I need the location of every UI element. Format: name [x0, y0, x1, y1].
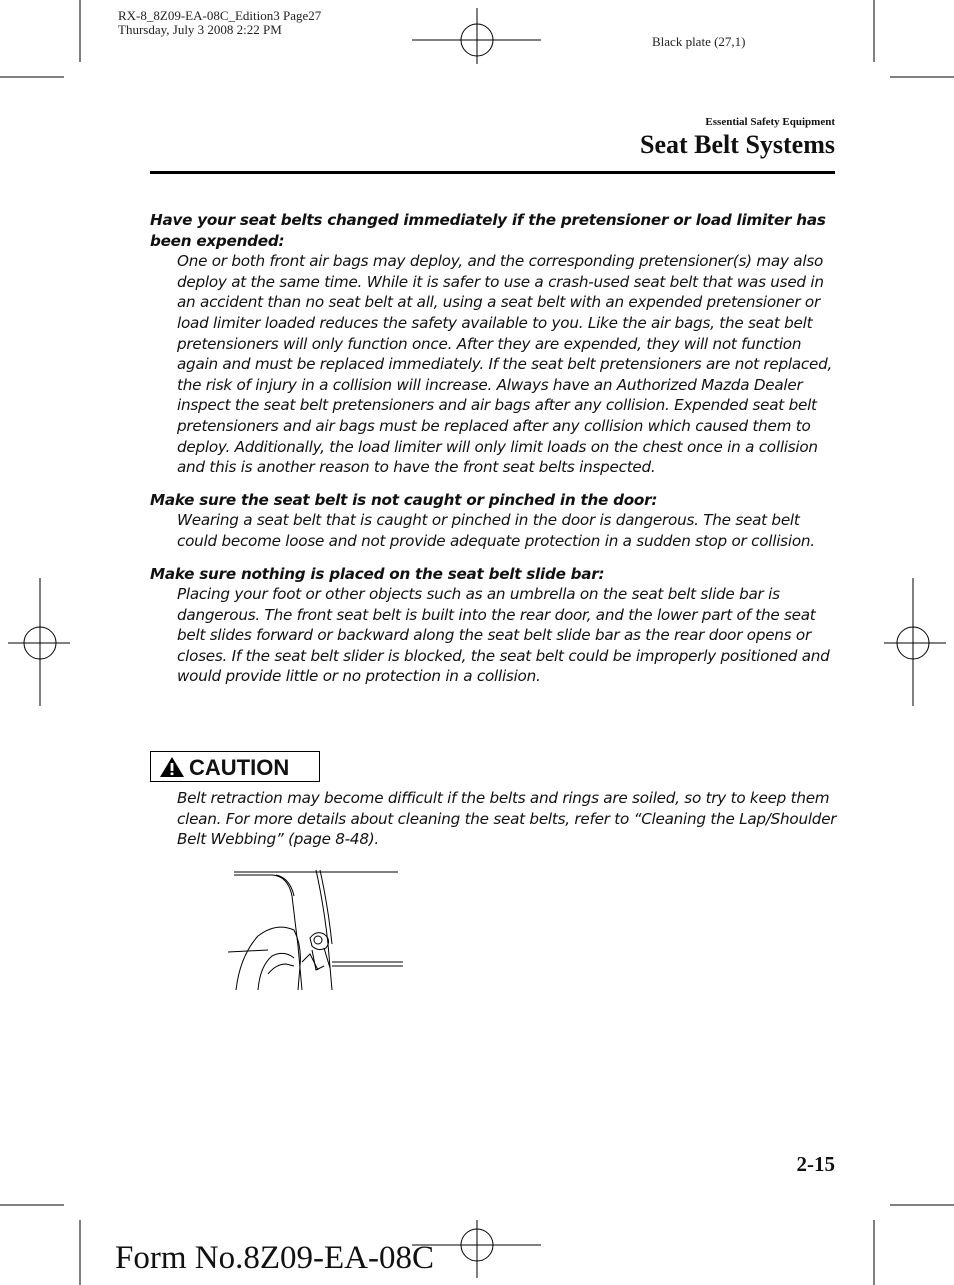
item-body: One or both front air bags may deploy, and the corresponding pretensioner(s) may also deploy at the same time. While it is safer to use a crash-used seat belt that was used in an accident than no seat belt at all, using a seat belt with an expended pretensioner or load limiter loaded reduces the safety available to you. Like the air bags, the seat belt pretensioners will only function once. After they are expended, they will not function again and must be replaced immediately. If the seat belt pretensioners are not replaced, the risk of injury in a collision will increase. Always have an Authorized Mazda Dealer inspect the seat belt pretensioners and air bags after any collision. Expended seat belt pretensioners and air bags must be replaced after any collision which caused them to deploy. Additionally, the load limiter will only limit loads on the chest once in a collision and this is another reason to have the front seat belts inspected.	[177, 252, 833, 477]
list-item	[150, 564, 840, 688]
caution-box	[150, 751, 320, 782]
page-number: 2-15	[796, 1152, 835, 1176]
caution-label: CAUTION	[189, 755, 290, 780]
item-heading: Make sure nothing is placed on the seat belt slide bar:	[150, 564, 605, 583]
print-metadata	[118, 9, 321, 37]
warning-triangle-icon	[159, 756, 185, 778]
item-heading: Make sure the seat belt is not caught or pinched in the door:	[150, 490, 658, 509]
section-label: Essential Safety Equipment	[705, 116, 835, 128]
caution-text: Belt retraction may become difficult if the belts and rings are soiled, so try to keep them clean. For more details about cleaning the seat belts, refer to “Cleaning the Lap/Shoulder Belt Webbing” (page 8-48).	[177, 789, 837, 849]
seat-belt-slide-bar-illustration	[228, 866, 403, 996]
print-meta-filename: RX-8_8Z09-EA-08C_Edition3 Page27	[118, 8, 322, 23]
item-body: Placing your foot or other objects such as an umbrella on the seat belt slide bar is dangerous. The front seat belt is built into the rear door, and the lower part of the seat belt slides forward or backward along the seat belt slide bar as the rear door opens or closes. If the seat belt slider is blocked, the seat belt could be improperly positioned and would provide little or no protection in a collision.	[177, 585, 830, 686]
print-meta-timestamp: Thursday, July 3 2008 2:22 PM	[118, 22, 282, 37]
page-title: Seat Belt Systems	[640, 130, 835, 159]
title-rule	[150, 171, 835, 174]
plate-label: Black plate (27,1)	[652, 34, 746, 49]
item-body: Wearing a seat belt that is caught or pinched in the door is dangerous. The seat belt could become loose and not provide adequate protection in a sudden stop or collision.	[177, 511, 815, 550]
list-item	[150, 490, 840, 552]
form-number: Form No.8Z09-EA-08C	[115, 1240, 434, 1276]
item-heading: Have your seat belts changed immediately if the pretensioner or load limiter has been expended:	[150, 211, 826, 250]
warning-list	[150, 210, 840, 699]
list-item	[150, 210, 840, 478]
